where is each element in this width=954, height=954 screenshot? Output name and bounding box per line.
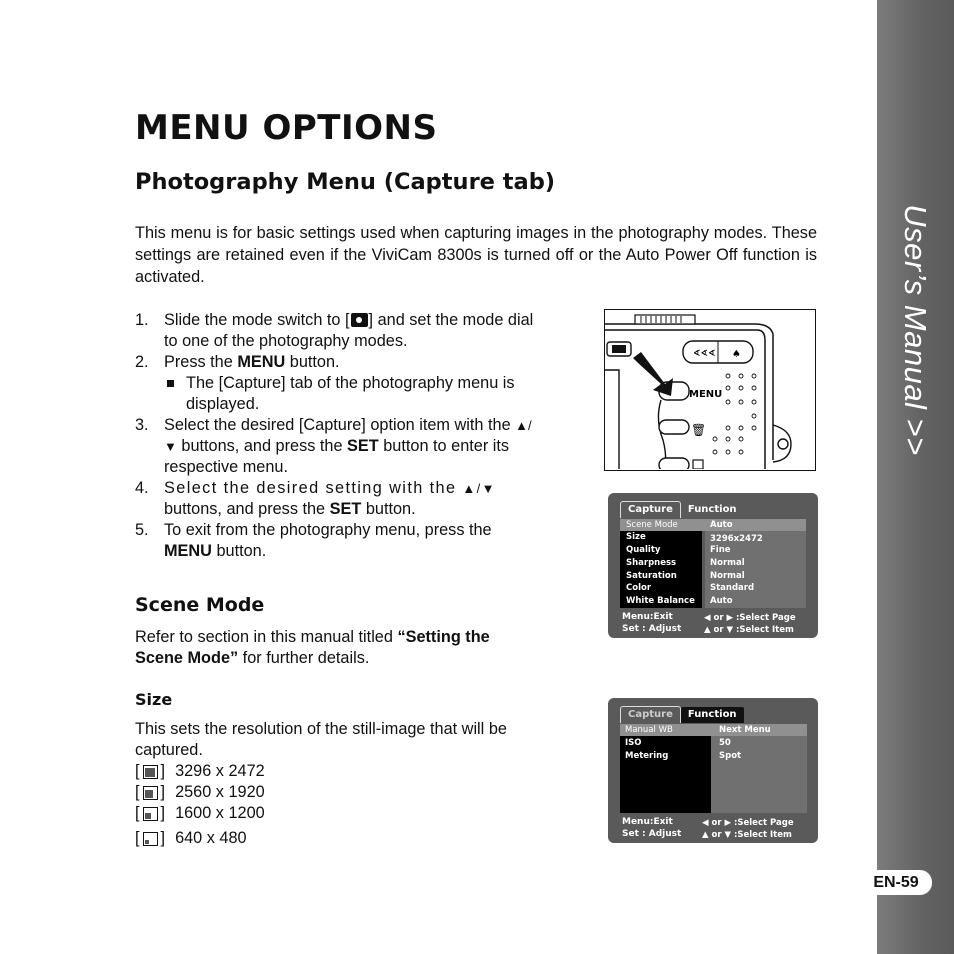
footer-exit: Menu:Exit (622, 817, 673, 827)
menu-item: Quality (626, 545, 661, 555)
section-title: Photography Menu (Capture tab) (135, 169, 556, 195)
set-button-label: SET (329, 500, 362, 518)
up-down-arrows-icon: ▲/▼ (164, 418, 532, 454)
step-number: 2. (135, 353, 149, 371)
footer-select-item: ▲ or ▼ :Select Item (704, 625, 794, 635)
menu-value: Normal (710, 571, 745, 581)
footer-adjust: Set : Adjust (622, 829, 682, 839)
menu-button-label: MENU (164, 542, 212, 560)
step-text: Press the (164, 353, 238, 371)
size-paragraph: This sets the resolution of the still-image that will be captured. (135, 720, 507, 759)
scene-mode-paragraph (135, 627, 540, 669)
sidebar-title: User’s Manual >> (898, 204, 933, 456)
size-value: 1600 x 1200 (175, 804, 265, 822)
size-small-icon (143, 807, 158, 821)
footer-select-page: ◀ or ▶ :Select Page (702, 818, 794, 828)
step-number: 4. (135, 479, 149, 497)
step-text: button to enter its respective menu. (164, 437, 510, 476)
menu-button-label: MENU (237, 353, 286, 371)
page-title: MENU OPTIONS (135, 108, 438, 148)
scene-reference: “Setting the Scene Mode” (135, 628, 490, 667)
menu-value: Normal (710, 558, 745, 568)
size-option: [ ] 640 x 480 (135, 829, 247, 847)
menu-item: Size (626, 532, 646, 542)
size-option: [ ] 3296 x 2472 (135, 762, 265, 780)
menu-value: Next Menu (719, 725, 771, 735)
step-text: To exit from the photography menu, press the (164, 521, 492, 539)
menu-item: ISO (625, 738, 642, 748)
menu-item: Metering (625, 751, 669, 761)
menu-item: Manual WB (625, 725, 673, 735)
menu-value: Auto (710, 520, 733, 530)
menu-value: Auto (710, 596, 733, 606)
step-2 (135, 352, 535, 415)
menu-value: Spot (719, 751, 742, 761)
step-text: Select the desired [Capture] option item with the (164, 416, 516, 434)
step-text: button. (285, 353, 340, 371)
camera-illustration (604, 309, 816, 471)
menu-item: Saturation (626, 571, 677, 581)
step-text: Slide the mode switch to [ (164, 311, 350, 329)
steps-list (135, 310, 535, 562)
intro-paragraph (135, 222, 817, 288)
screen-tabs (620, 707, 744, 723)
step-5 (135, 520, 535, 562)
tab-function: Function (687, 504, 737, 515)
footer-adjust: Set : Adjust (622, 624, 682, 634)
menu-item: Scene Mode (626, 520, 678, 530)
set-button-label: SET (347, 437, 379, 455)
step-text: button. (211, 542, 267, 560)
menu-value: 50 (719, 738, 731, 748)
footer-select-item: ▲ or ▼ :Select Item (702, 830, 792, 840)
capture-menu-screen-2 (608, 698, 818, 843)
scene-text: Refer to section in this manual titled (135, 628, 398, 646)
scene-mode-title: Scene Mode (135, 594, 265, 616)
step-1 (135, 310, 535, 352)
svg-text:🗑: 🗑 (691, 423, 707, 437)
size-value: 2560 x 1920 (175, 783, 265, 801)
size-option: [ ] 2560 x 1920 (135, 783, 265, 801)
step-number: 5. (135, 521, 149, 539)
tab-capture: Capture (620, 501, 681, 518)
size-large-icon (143, 765, 158, 779)
menu-item: White Balance (626, 596, 695, 606)
up-down-arrows-icon: ▲/▼ (462, 481, 496, 496)
step-text: button. (361, 500, 416, 518)
svg-text:∢∢∢: ∢∢∢ (693, 349, 716, 359)
size-value: 3296 x 2472 (175, 762, 265, 780)
size-title: Size (135, 690, 173, 709)
menu-item: Sharpness (626, 558, 677, 568)
camera-back-drawing (605, 310, 814, 469)
size-medium-icon (143, 786, 158, 800)
footer-select-page: ◀ or ▶ :Select Page (704, 613, 796, 623)
step-text: buttons, and press the (164, 500, 330, 518)
sidebar-band (877, 0, 954, 954)
svg-text:♠: ♠ (732, 349, 741, 360)
step-text: buttons, and press the (176, 437, 348, 455)
menu-value: 3296x2472 (710, 534, 763, 544)
menu-value: Fine (710, 545, 731, 555)
step-text: Select the desired setting with the (164, 479, 463, 497)
step-2-bullet (164, 373, 535, 415)
capture-menu-screen-1 (608, 493, 818, 638)
tab-capture: Capture (620, 706, 681, 723)
scene-text: for further details. (238, 649, 370, 667)
size-value: 640 x 480 (175, 829, 247, 847)
bullet-text: The [Capture] tab of the photography menu is displayed. (186, 374, 515, 413)
tab-function: Function (681, 707, 744, 723)
footer-exit: Menu:Exit (622, 612, 673, 622)
menu-value: Standard (710, 583, 755, 593)
step-number: 3. (135, 416, 149, 434)
size-option: [ ] 1600 x 1200 (135, 804, 265, 822)
step-3 (135, 415, 535, 478)
step-text: ] and set the mode dial to one of the photography modes. (164, 311, 534, 350)
step-4 (135, 478, 535, 520)
intro-text-pre: This menu is for basic settings used when capturing images in the photography modes. These settings are retained even if the (135, 224, 817, 264)
menu-item: Color (626, 583, 652, 593)
product-name: ViviCam 8300s (371, 246, 482, 264)
camera-mode-icon (351, 313, 368, 327)
size-vga-icon (143, 832, 158, 846)
bullet-square-icon (167, 380, 174, 387)
intro-text-post: is turned off or the Auto Power Off function is activated. (135, 246, 817, 286)
size-options-list (135, 761, 265, 849)
camera-menu-label: MENU (689, 389, 723, 400)
screen-tabs (620, 502, 744, 518)
step-number: 1. (135, 311, 149, 329)
page-number: EN-59 (860, 870, 932, 895)
